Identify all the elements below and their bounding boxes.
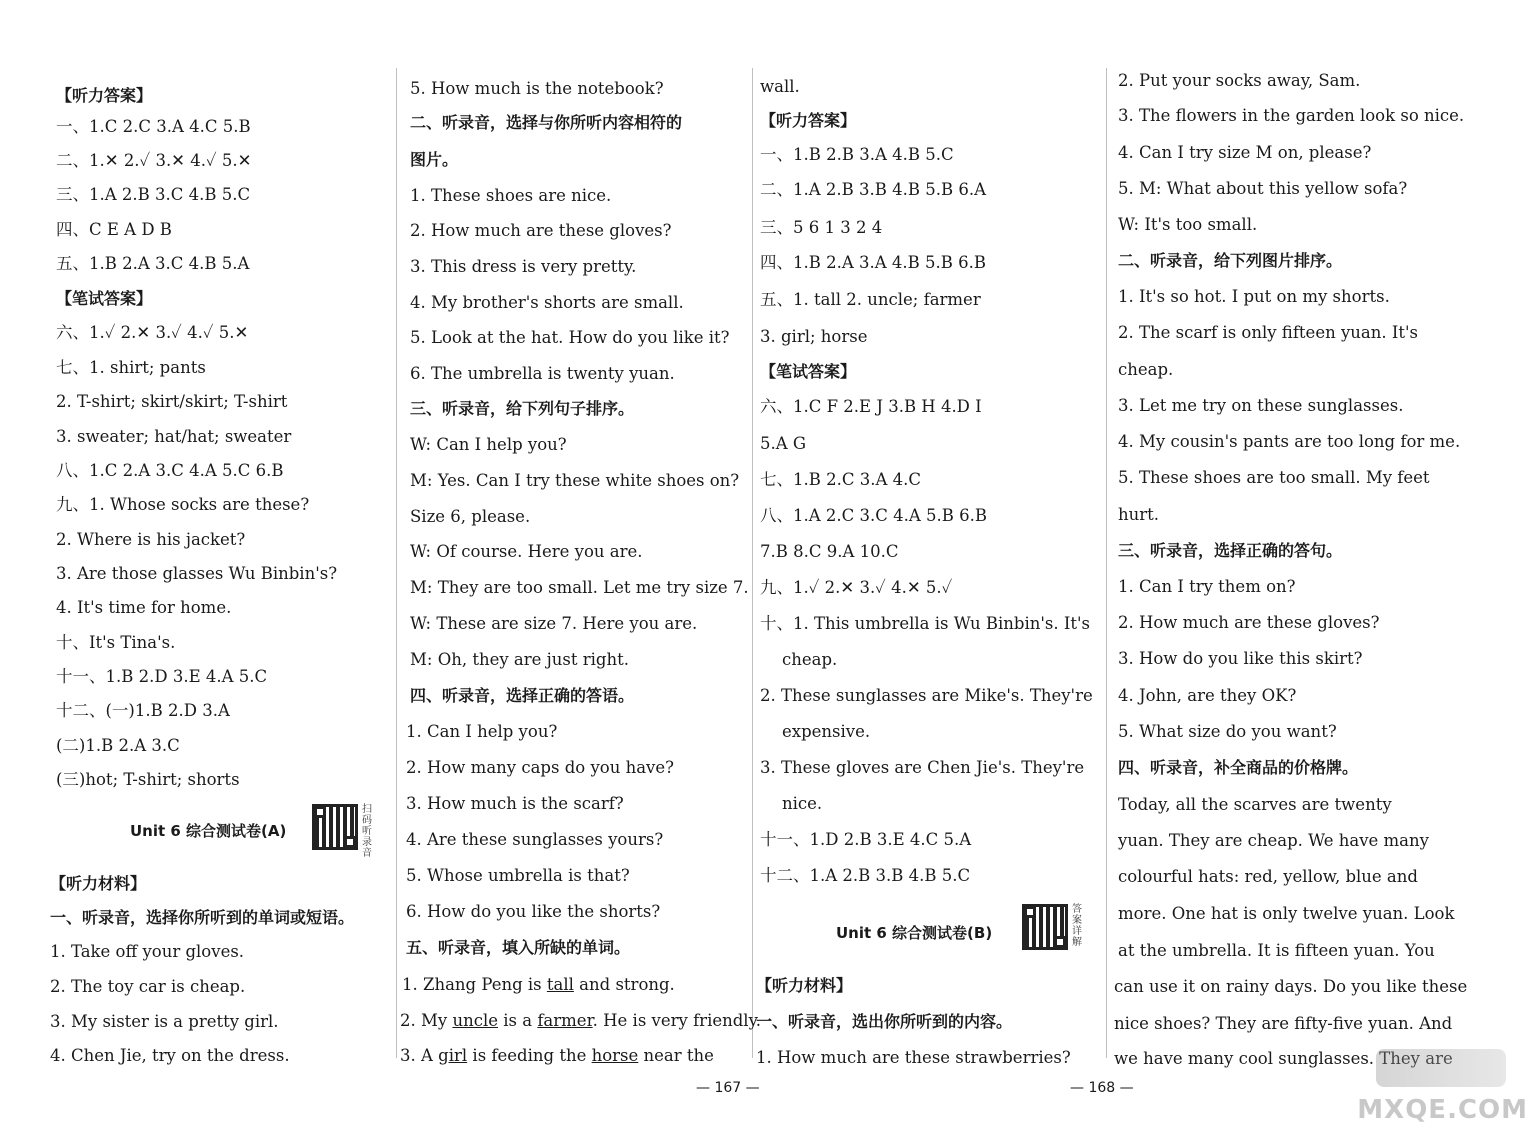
answer-line: 三、1.A 2.B 3.C 4.B 5.C — [56, 185, 251, 204]
passage-line: more. One hat is only twelve yuan. Look — [1118, 904, 1455, 923]
section-heading: 【听力材料】 — [756, 976, 853, 995]
fill-answer: uncle — [452, 1011, 498, 1030]
transcript-line: 6. How do you like the shorts? — [406, 902, 661, 921]
transcript-line: 1. These shoes are nice. — [410, 186, 612, 205]
qr-code-icon — [312, 804, 358, 850]
answer-line: 2. These sunglasses are Mike's. They're — [760, 686, 1093, 705]
transcript-line: W: These are size 7. Here you are. — [410, 614, 698, 633]
watermark-text: MXQE.COM — [1357, 1095, 1528, 1125]
passage-line: nice shoes? They are fifty-five yuan. And — [1114, 1014, 1453, 1033]
transcript-line: M: They are too small. Let me try size 7. — [410, 578, 749, 597]
transcript-line: cheap. — [1118, 360, 1174, 379]
transcript-line: hurt. — [1118, 505, 1160, 524]
transcript-line: 2. How much are these gloves? — [1118, 613, 1380, 632]
answer-line: cheap. — [782, 650, 838, 669]
section-heading: 【听力答案】 — [760, 111, 857, 130]
answer-line: 二、1.✕ 2.✓ 3.✕ 4.✓ 5.✕ — [56, 151, 252, 170]
unit-6a-title: Unit 6 综合测试卷(A) — [130, 822, 287, 840]
transcript-line: 3. This dress is very pretty. — [410, 257, 637, 276]
fill-line-3 — [400, 1046, 714, 1066]
transcript-line: 5. Look at the hat. How do you like it? — [410, 328, 730, 347]
transcript-line: 4. John, are they OK? — [1118, 686, 1297, 705]
passage-line: yuan. They are cheap. We have many — [1118, 831, 1429, 850]
fill-text: 3. A — [400, 1046, 439, 1065]
unit-6b-title: Unit 6 综合测试卷(B) — [836, 924, 993, 942]
transcript-line: 2. The scarf is only fifteen yuan. It's — [1118, 323, 1419, 342]
question-heading: 五、听录音，填入所缺的单词。 — [406, 938, 631, 957]
question-heading: 二、听录音，给下列图片排序。 — [1118, 251, 1343, 270]
answer-line: 七、1.B 2.C 3.A 4.C — [760, 470, 921, 489]
qr-code-icon — [1022, 904, 1068, 950]
answer-line: 十二、(一)1.B 2.D 3.A — [56, 701, 230, 720]
question-heading: 一、听录音，选择你所听到的单词或短语。 — [50, 908, 355, 927]
transcript-line: 2. Put your socks away, Sam. — [1118, 71, 1361, 90]
transcript-line: M: Oh, they are just right. — [410, 650, 629, 669]
answer-line: 六、1.✓ 2.✕ 3.✓ 4.✓ 5.✕ — [56, 323, 249, 342]
passage-line: colourful hats: red, yellow, blue and — [1118, 867, 1418, 886]
section-heading: 【听力答案】 — [56, 86, 153, 105]
transcript-line: 5. M: What about this yellow sofa? — [1118, 179, 1408, 198]
transcript-line: 2. How many caps do you have? — [406, 758, 674, 777]
transcript-line: 4. Chen Jie, try on the dress. — [50, 1046, 290, 1065]
transcript-line: 4. My cousin's pants are too long for me. — [1118, 432, 1461, 451]
transcript-line: 3. My sister is a pretty girl. — [50, 1012, 279, 1031]
answer-line: 二、1.A 2.B 3.B 4.B 5.B 6.A — [760, 180, 987, 199]
answer-line: 九、1. Whose socks are these? — [56, 495, 310, 514]
section-heading: 【笔试答案】 — [760, 362, 857, 381]
fill-line-2 — [400, 1011, 761, 1031]
answer-line: (三)hot; T-shirt; shorts — [56, 770, 240, 789]
transcript-line: 1. How much are these strawberries? — [756, 1048, 1071, 1067]
section-heading: 【笔试答案】 — [56, 289, 153, 308]
answer-line: 2. Where is his jacket? — [56, 530, 246, 549]
transcript-line: 2. How much are these gloves? — [410, 221, 672, 240]
answer-line: 3. sweater; hat/hat; sweater — [56, 427, 292, 446]
fill-answer: tall — [546, 975, 574, 994]
question-heading: 四、听录音，补全商品的价格牌。 — [1118, 758, 1359, 777]
question-heading: 四、听录音，选择正确的答语。 — [410, 686, 635, 705]
transcript-line: 1. Can I help you? — [406, 722, 558, 741]
transcript-line: 5. These shoes are too small. My feet — [1118, 468, 1430, 487]
answer-line: 十、It's Tina's. — [56, 633, 176, 652]
passage-line: can use it on rainy days. Do you like these — [1114, 977, 1468, 996]
answer-line: 一、1.B 2.B 3.A 4.B 5.C — [760, 145, 954, 164]
transcript-line: wall. — [760, 77, 800, 96]
fill-answer: farmer — [537, 1011, 593, 1030]
question-heading: 三、听录音，给下列句子排序。 — [410, 399, 635, 418]
answer-line: 3. girl; horse — [760, 327, 868, 346]
answer-line: 2. T-shirt; skirt/skirt; T-shirt — [56, 392, 288, 411]
transcript-line: W: Of course. Here you are. — [410, 542, 643, 561]
answer-line: 八、1.C 2.A 3.C 4.A 5.C 6.B — [56, 461, 284, 480]
answer-line: 3. Are those glasses Wu Binbin's? — [56, 564, 338, 583]
answer-line: 十二、1.A 2.B 3.B 4.B 5.C — [760, 866, 971, 885]
column-3 — [752, 0, 1134, 1131]
column-1 — [0, 0, 396, 1131]
passage-line: at the umbrella. It is fifteen yuan. You — [1118, 941, 1435, 960]
answer-line: 三、5 6 1 3 2 4 — [760, 218, 883, 237]
qr-side-label: 答案详解 — [1072, 904, 1082, 948]
fill-answer: girl — [438, 1046, 468, 1065]
transcript-line: M: Yes. Can I try these white shoes on? — [410, 471, 740, 490]
fill-text: near the — [638, 1046, 714, 1065]
fill-line-1 — [402, 975, 675, 995]
page-number-left: — 167 — — [696, 1080, 760, 1096]
transcript-line: 1. It's so hot. I put on my shorts. — [1118, 287, 1390, 306]
answer-line: 一、1.C 2.C 3.A 4.C 5.B — [56, 117, 251, 136]
transcript-line: 2. The toy car is cheap. — [50, 977, 246, 996]
answer-line: 五、1.B 2.A 3.C 4.B 5.A — [56, 254, 250, 273]
transcript-line: W: Can I help you? — [410, 435, 567, 454]
answer-line: 七、1. shirt; pants — [56, 358, 206, 377]
transcript-line: 3. How much is the scarf? — [406, 794, 624, 813]
transcript-line: 3. Let me try on these sunglasses. — [1118, 396, 1404, 415]
transcript-line: 6. The umbrella is twenty yuan. — [410, 364, 675, 383]
transcript-line: 3. The flowers in the garden look so nice. — [1118, 106, 1465, 125]
transcript-line: 4. Can I try size M on, please? — [1118, 143, 1372, 162]
fill-text: is a — [498, 1011, 538, 1030]
answer-line: 八、1.A 2.C 3.C 4.A 5.B 6.B — [760, 506, 988, 525]
transcript-line: 4. Are these sunglasses yours? — [406, 830, 664, 849]
question-heading: 一、听录音，选出你所听到的内容。 — [756, 1012, 1013, 1031]
answer-line: 五、1. tall 2. uncle; farmer — [760, 290, 981, 309]
question-heading: 图片。 — [410, 150, 459, 169]
fill-text: is feeding the — [467, 1046, 592, 1065]
column-4 — [1106, 0, 1536, 1131]
fill-text: . He is very friendly. — [592, 1011, 761, 1030]
answer-line: expensive. — [782, 722, 871, 741]
transcript-line: 5. How much is the notebook? — [410, 79, 664, 98]
transcript-line: 4. My brother's shorts are small. — [410, 293, 684, 312]
answer-line: 十一、1.B 2.D 3.E 4.A 5.C — [56, 667, 268, 686]
fill-text: 1. Zhang Peng is — [402, 975, 547, 994]
watermark-logo-icon — [1376, 1049, 1506, 1087]
section-heading: 【听力材料】 — [50, 874, 147, 893]
answer-line: 5.A G — [760, 434, 807, 453]
transcript-line: 1. Take off your gloves. — [50, 942, 245, 961]
transcript-line: 3. How do you like this skirt? — [1118, 649, 1363, 668]
column-2 — [396, 0, 761, 1131]
answer-line: 十一、1.D 2.B 3.E 4.C 5.A — [760, 830, 972, 849]
answer-line: nice. — [782, 794, 823, 813]
answer-line: 7.B 8.C 9.A 10.C — [760, 542, 899, 561]
question-heading: 三、听录音，选择正确的答句。 — [1118, 541, 1343, 560]
answer-line: 四、C E A D B — [56, 220, 172, 239]
answer-line: 4. It's time for home. — [56, 598, 232, 617]
question-heading: 二、听录音，选择与你所听内容相符的 — [410, 113, 683, 132]
transcript-line: W: It's too small. — [1118, 215, 1258, 234]
passage-line: we have many cool sunglasses. They are — [1114, 1049, 1453, 1068]
fill-answer: horse — [591, 1046, 639, 1065]
answer-line: 六、1.C F 2.E J 3.B H 4.D I — [760, 397, 982, 416]
transcript-line: 5. What size do you want? — [1118, 722, 1337, 741]
qr-side-label: 扫码听录音 — [362, 804, 372, 859]
transcript-line: Size 6, please. — [410, 507, 531, 526]
page-number-right: — 168 — — [1070, 1080, 1134, 1096]
transcript-line: 1. Can I try them on? — [1118, 577, 1296, 596]
answer-line: 九、1.✓ 2.✕ 3.✓ 4.✕ 5.✓ — [760, 578, 953, 597]
transcript-line: 5. Whose umbrella is that? — [406, 866, 630, 885]
fill-text: and strong. — [573, 975, 675, 994]
answer-line: 四、1.B 2.A 3.A 4.B 5.B 6.B — [760, 253, 987, 272]
fill-text: 2. My — [400, 1011, 453, 1030]
answer-line: 3. These gloves are Chen Jie's. They're — [760, 758, 1085, 777]
answer-line: 十、1. This umbrella is Wu Binbin's. It's — [760, 614, 1091, 633]
answer-line: (二)1.B 2.A 3.C — [56, 736, 180, 755]
passage-line: Today, all the scarves are twenty — [1118, 795, 1392, 814]
